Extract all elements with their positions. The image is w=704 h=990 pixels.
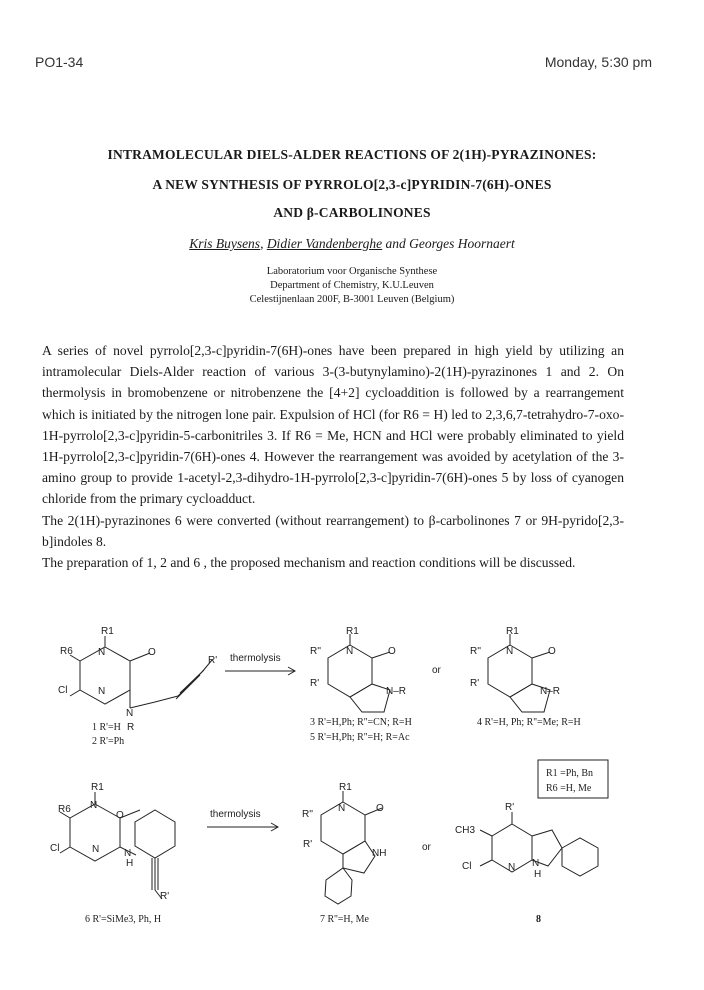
title-line-1: INTRAMOLECULAR DIELS-ALDER REACTIONS OF 2(1H)-PYRAZINONES: [107, 147, 597, 162]
label-n-d3: N [124, 848, 132, 859]
label-rp-d: R' [160, 891, 170, 902]
compound-5-label: 5 R'=H,Ph; R''=H; R=Ac [310, 732, 410, 743]
label-n-f: N [508, 862, 516, 873]
label-o-b: O [388, 646, 396, 657]
label-n-d2: N [92, 844, 100, 855]
or-label-1: or [432, 665, 441, 676]
label-n-a3: N [126, 708, 134, 719]
authors: Kris Buysens, Didier Vandenberghe and Georges Hoornaert [189, 236, 515, 251]
label-r6-d: R6 [58, 804, 71, 815]
label-cl-a: Cl [58, 685, 68, 696]
label-rp-b: R' [310, 678, 320, 689]
arrow2-label: thermolysis [210, 809, 261, 820]
label-cl-d: Cl [50, 843, 60, 854]
label-n-b: N [346, 646, 354, 657]
arrow1-label: thermolysis [230, 653, 281, 664]
label-n-e: N [338, 803, 346, 814]
affiliation-address: Celestijnenlaan 200F, B-3001 Leuven (Belgium) [249, 294, 455, 305]
label-r-a: R [127, 722, 135, 733]
label-rp-e: R' [303, 839, 313, 850]
label-o-e: O [376, 803, 384, 814]
title-line-2: A NEW SYNTHESIS OF PYRROLO[2,3-c]PYRIDIN-7(6H)-ONES [152, 177, 552, 192]
compound-2-label: 2 R'=Ph [92, 736, 125, 747]
author-2: Didier Vandenberghe [266, 236, 383, 251]
label-nr-c: N–R [540, 686, 561, 697]
label-r1-d: R1 [91, 782, 104, 793]
or-label-2: or [422, 842, 431, 853]
label-n-d: N [90, 800, 98, 811]
label-rp-f: R' [505, 802, 515, 813]
label-o-a: O [148, 647, 156, 658]
affiliation-lab: Laboratorium voor Organische Synthese [266, 266, 438, 277]
label-r6-a: R6 [60, 646, 73, 657]
label-ch3-f: CH3 [455, 825, 476, 836]
label-r1-c: R1 [506, 626, 519, 637]
compound-4-label: 4 R'=H, Ph; R''=Me; R=H [477, 717, 581, 728]
label-n-f2: N [532, 858, 540, 869]
label-h-f: H [534, 869, 542, 880]
label-cl-f: Cl [462, 861, 472, 872]
label-o-d: O [116, 810, 124, 821]
compound-7-label: 7 R''=H, Me [320, 914, 369, 925]
abstract-paragraph-3: The preparation of 1, 2 and 6 , the proposed mechanism and reaction conditions will be discussed. [42, 555, 576, 571]
abstract-paragraph-1: A series of novel pyrrolo[2,3-c]pyridin-7(6H)-ones have been prepared in high yield by utilizing an intramolecular Diels-Alder reaction of various 3-(3-butynylamino)-2(1H)-pyrazinones 1 and 2. On thermolysis in bromobenzene or nitrobenzene the [4+2] cycloaddition is followed by a rearrangement which is initiated by the nitrogen lone pair. Expulsion of HCl (for R6 = H) led to 2,3,6,7-tetrahydro-7-oxo-1H-pyrrolo[2,3-c]pyridin-5-carbonitriles 3. If R6 = Me, HCN and HCl were probably eliminated to yield 1H-pyrrolo[2,3-c]pyridin-7(6H)-ones 4. However the rearrangement was avoided by acetylation of the 3-amino group to provide 1-acetyl-2,3-dihydro-1H-pyrrolo[2,3-c]pyridin-7(6H)-ones 5 by loss of cyanogen chloride from the primary cycloadduct. [42, 343, 624, 507]
author-1: Kris Buysens [189, 236, 261, 251]
label-n-a2: N [98, 686, 106, 697]
box-r1-line: R1 =Ph, Bn [546, 768, 594, 779]
compound-3-label: 3 R'=H,Ph; R''=CN; R=H [310, 717, 412, 728]
compound-8-label: 8 [536, 914, 541, 925]
session-time: Monday, 5:30 pm [544, 54, 652, 70]
label-rpp-c: R'' [470, 646, 482, 657]
author-3: Georges Hoornaert [409, 236, 515, 251]
title-line-3: AND β-CARBOLINONES [273, 205, 431, 220]
label-nr-b: N–R [386, 686, 407, 697]
label-rpp-b: R'' [310, 646, 322, 657]
label-rp-c: R' [470, 678, 480, 689]
poster-code: PO1-34 [35, 54, 84, 70]
label-n-c: N [506, 646, 514, 657]
label-r1-e: R1 [339, 782, 352, 793]
label-n-a: N [98, 647, 106, 658]
abstract-paragraph-2: The 2(1H)-pyrazinones 6 were converted (without rearrangement) to β-carbolinones 7 or 9H-pyrido[2,3-b]indoles 8. [42, 512, 624, 549]
compound-1-label: 1 R'=H [92, 722, 121, 733]
label-rpp-e: R'' [302, 809, 314, 820]
label-o-c: O [548, 646, 556, 657]
affiliation-department: Department of Chemistry, K.U.Leuven [270, 280, 434, 291]
compound-6-label: 6 R'=SiMe3, Ph, H [85, 914, 162, 925]
box-r6-line: R6 =H, Me [546, 783, 592, 794]
label-rp-a: R' [208, 655, 218, 666]
label-r1-a: R1 [101, 626, 114, 637]
label-nh-e: NH [372, 848, 387, 859]
label-r1-b: R1 [346, 626, 359, 637]
label-h-d: H [126, 858, 134, 869]
